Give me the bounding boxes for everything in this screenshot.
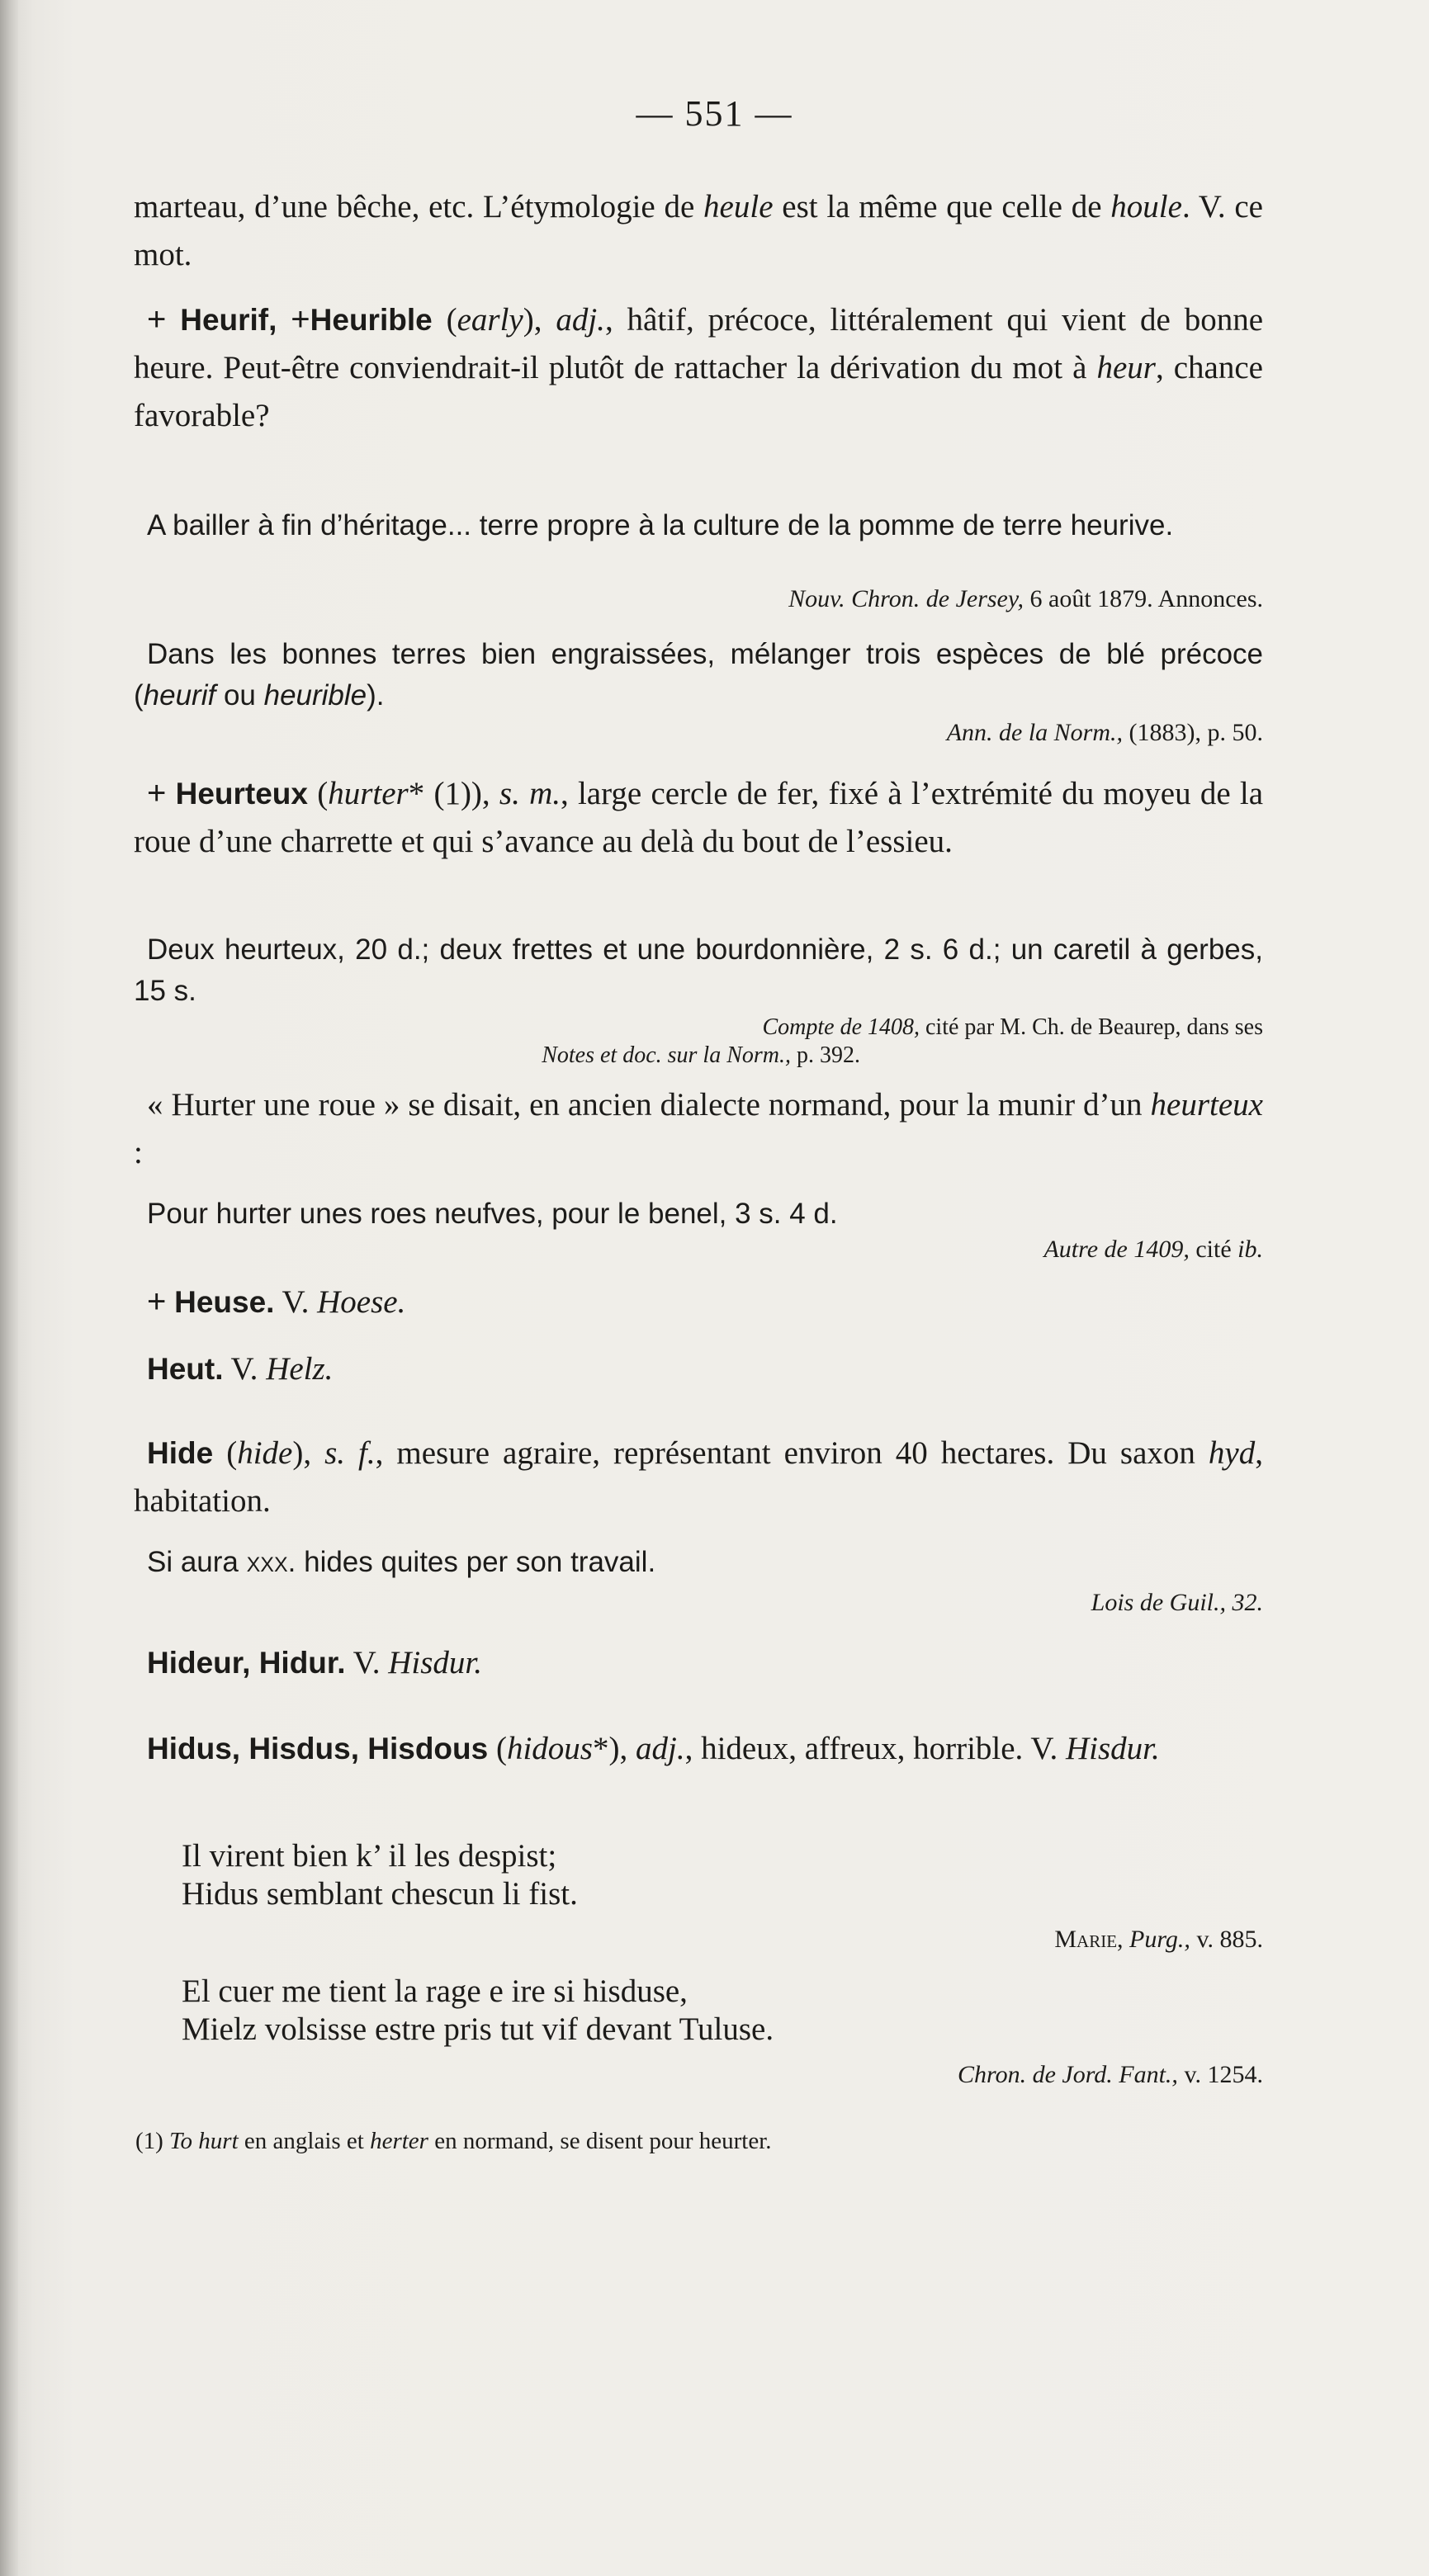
citation	[134, 1586, 1263, 1619]
footnote	[135, 2125, 1265, 2158]
footnote-number: (1)	[135, 2128, 170, 2154]
quote-hide	[134, 1542, 1263, 1583]
see-also: V.	[223, 1351, 267, 1387]
definition: , chance favorable?	[134, 350, 1263, 433]
entry-heurif	[134, 295, 1263, 440]
text: (	[213, 1435, 238, 1471]
text: (	[432, 302, 457, 338]
text: ),	[523, 302, 556, 338]
headword: Heurible	[310, 303, 433, 337]
etymology-mark: *	[408, 776, 425, 811]
text: ),	[608, 1731, 636, 1766]
text: (	[307, 776, 329, 811]
citation	[134, 1042, 860, 1070]
text: ),	[292, 1435, 325, 1471]
word-heule: heule	[703, 189, 774, 225]
citation	[134, 2058, 1263, 2092]
word-houle: houle	[1110, 189, 1182, 225]
verse-2-line-1: El cuer me tient la rage e ire si hisduse,	[182, 1973, 688, 2009]
text: . V. ce mot.	[134, 189, 1263, 272]
quote-text: Dans les bonnes terres bien engraissées, mélanger trois espèces de blé précoce (	[134, 638, 1263, 711]
etymology: hurter	[328, 776, 409, 811]
word-heurif: heurif	[143, 679, 216, 711]
entry-hide	[134, 1430, 1263, 1525]
text: (1)),	[424, 776, 499, 811]
verse-1-line-2: Hidus semblant chescun li fist.	[182, 1876, 578, 1912]
quote-text: A bailler à fin d’héritage... terre propre à la culture de la pomme de terre heurive.	[147, 509, 1174, 541]
headword: Heurif,	[180, 303, 277, 337]
quote-heurif-1	[134, 502, 1263, 550]
citation-work: Purg.,	[1123, 1926, 1190, 1953]
citation-work: Compte de 1408,	[762, 1014, 920, 1040]
quote-heurteux-2	[134, 1193, 1263, 1235]
part-of-speech: s. m.	[499, 776, 561, 811]
footnote-text: en normand, se disent pour heurter.	[428, 2128, 772, 2154]
citation	[134, 1923, 1263, 1956]
etymology-mark: *	[592, 1731, 609, 1766]
definition: , mesure agraire, représentant environ 40 hectares. Du saxon	[375, 1435, 1209, 1471]
verse-1-line-1: Il virent bien k’ il les despist;	[182, 1838, 557, 1874]
entry-heule-continuation	[134, 183, 1263, 279]
footnote-term: To hurt	[169, 2128, 239, 2154]
definition: , large cercle de fer, fixé à l’extrémité du moyeu de la roue d’une charrette et qui s’avance au delà du bout de l’essieu.	[134, 776, 1264, 859]
text: :	[134, 1135, 143, 1170]
citation-work: Lois de Guil., 32.	[1091, 1589, 1263, 1616]
quote-text: ).	[367, 679, 385, 711]
see-also: V.	[345, 1645, 389, 1680]
definition: , hâtif, précoce, littéralement qui vient de bonne heure. Peut-être conviendrait-il plutôt de rattacher la dérivation du mot à	[134, 302, 1264, 385]
cross-reference: Helz.	[266, 1351, 334, 1387]
part-of-speech: adj.	[556, 302, 605, 338]
citation	[134, 1014, 1263, 1042]
cross-reference: Hisdur.	[388, 1645, 483, 1680]
headword: Hideur, Hidur.	[147, 1646, 346, 1680]
citation-detail: (1883), p. 50.	[1123, 719, 1263, 746]
quote-text: Si aura	[147, 1546, 247, 1578]
paragraph-hurter	[134, 1081, 1263, 1177]
word-heurible: heurible	[263, 679, 367, 711]
citation-detail: cité par M. Ch. de Beaurep, dans ses	[920, 1014, 1263, 1040]
cross-mark: +	[291, 301, 310, 338]
footnote-term: herter	[370, 2128, 428, 2154]
headword: Hidus, Hisdus, Hisdous	[147, 1732, 489, 1765]
headword: Hide	[147, 1436, 214, 1470]
cross-mark: +	[147, 1283, 167, 1320]
citation-author: Marie,	[1054, 1926, 1124, 1953]
headword: Heuse.	[174, 1285, 275, 1319]
citation	[134, 583, 1263, 616]
citation-detail: v. 1254.	[1177, 2061, 1263, 2088]
book-spine-shadow	[0, 0, 18, 2576]
entry-heurteux	[134, 769, 1263, 866]
roman-numeral: xxx	[246, 1546, 288, 1578]
footnote-text: en anglais et	[238, 2128, 371, 2154]
citation-detail: 6 août 1879. Annonces.	[1024, 585, 1263, 612]
cross-reference: Hisdur.	[1066, 1731, 1160, 1766]
citation-detail: cité	[1189, 1236, 1238, 1263]
citation-work: Nouv. Chron. de Jersey,	[788, 585, 1024, 612]
quote-heurteux-1	[134, 929, 1263, 1012]
citation-ib: ib.	[1237, 1236, 1263, 1263]
etymology: hide	[237, 1435, 293, 1471]
entry-heut	[134, 1345, 1263, 1393]
definition: , hideux, affreux, horrible. V.	[684, 1731, 1066, 1766]
cross-reference: Hoese.	[317, 1284, 406, 1320]
cross-mark: +	[147, 301, 167, 338]
page-number: — 551 —	[636, 93, 793, 134]
text: marteau, d’une bêche, etc. L’étymologie de	[134, 189, 704, 225]
quote-text: Pour hurter unes roes neufves, pour le benel, 3 s. 4 d.	[147, 1198, 838, 1230]
entry-heuse	[134, 1278, 1263, 1326]
entry-hideur	[134, 1639, 1263, 1687]
text: est la même que celle de	[773, 189, 1111, 225]
word-hyd: hyd	[1208, 1435, 1256, 1471]
citation-detail: p. 392.	[791, 1042, 860, 1068]
citation	[134, 716, 1263, 749]
quote-text: ou	[215, 679, 264, 711]
citation-detail: v. 885.	[1190, 1926, 1263, 1953]
word-heurteux: heurteux	[1150, 1087, 1263, 1123]
citation-work: Ann. de la Norm.,	[946, 719, 1124, 746]
cross-mark: +	[147, 775, 167, 811]
word-heur: heur	[1096, 350, 1156, 385]
quote-text: Deux heurteux, 20 d.; deux frettes et une bourdonnière, 2 s. 6 d.; un caretil à gerbes, 15 s.	[134, 934, 1263, 1007]
etymology: early	[457, 302, 523, 338]
part-of-speech: adj.	[635, 1731, 685, 1766]
text: (	[488, 1731, 507, 1766]
headword: Heut.	[147, 1352, 224, 1386]
citation-work: Autre de 1409,	[1043, 1236, 1190, 1263]
see-also: V.	[274, 1284, 318, 1320]
citation	[134, 1233, 1263, 1266]
definition: , habitation.	[134, 1435, 1263, 1519]
text: « Hurter une roue » se disait, en ancien dialecte normand, pour la munir d’un	[147, 1087, 1151, 1123]
citation-work: Chron. de Jord. Fant.,	[958, 2061, 1178, 2088]
etymology: hidous	[506, 1731, 593, 1766]
quote-text: . hides quites per son travail.	[287, 1546, 656, 1578]
citation-work: Notes et doc. sur la Norm.,	[542, 1042, 791, 1068]
entry-hidus	[134, 1725, 1263, 1773]
part-of-speech: s. f.	[324, 1435, 376, 1471]
verse-2-line-2: Mielz volsisse estre pris tut vif devant Tuluse.	[182, 2011, 774, 2047]
quote-heurif-2	[134, 634, 1263, 716]
headword: Heurteux	[175, 777, 308, 811]
